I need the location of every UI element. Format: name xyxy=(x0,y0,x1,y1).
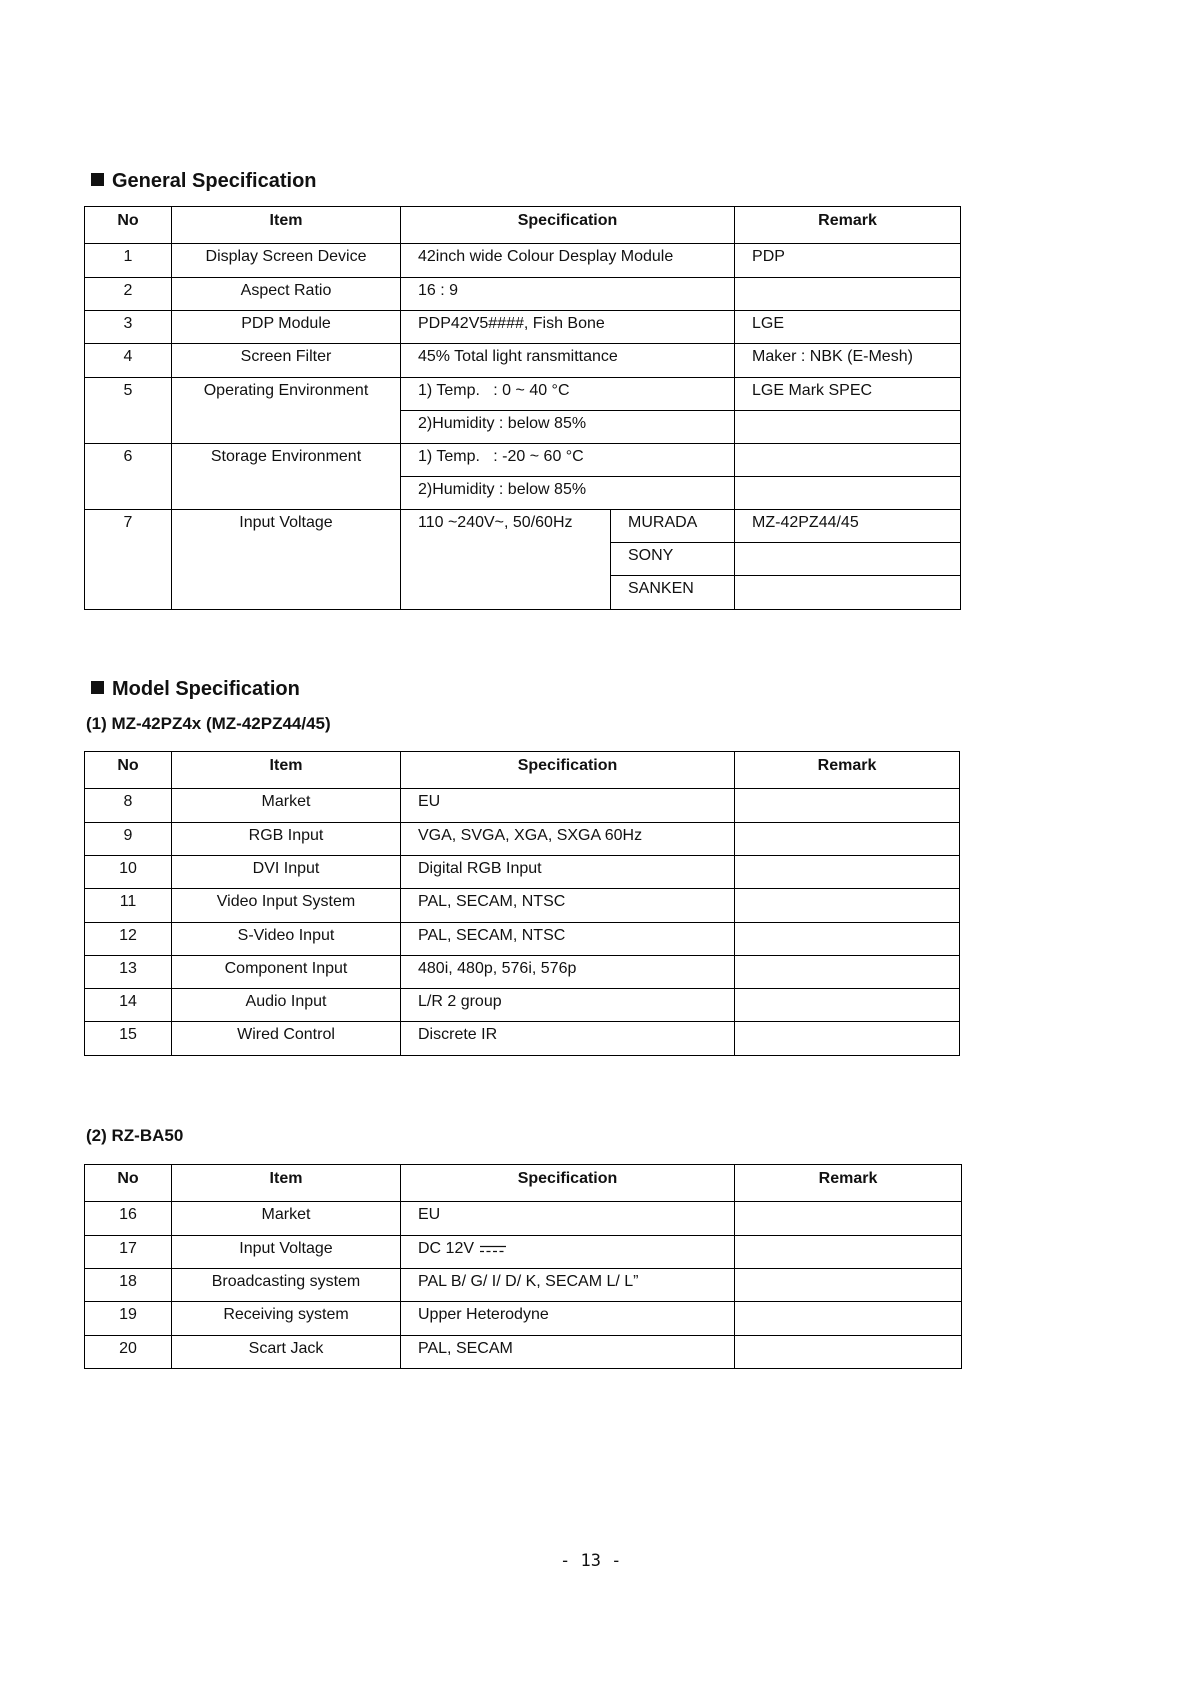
dc-symbol-icon xyxy=(480,1245,506,1253)
cell-spec: 1) Temp. : -20 ~ 60 °C xyxy=(401,444,735,477)
cell-item: Component Input xyxy=(172,956,401,989)
cell-no: 15 xyxy=(85,1022,172,1056)
cell-remark xyxy=(735,543,961,576)
table-row xyxy=(85,1022,960,1056)
cell-spec: PAL, SECAM xyxy=(401,1336,735,1369)
cell-item: RGB Input xyxy=(172,823,401,856)
header-no: No xyxy=(85,207,172,244)
cell-remark xyxy=(735,956,960,989)
cell-no: 5 xyxy=(85,378,172,444)
cell-remark xyxy=(735,889,960,923)
cell-remark xyxy=(735,1236,962,1269)
header-item: Item xyxy=(172,207,401,244)
table-row xyxy=(85,856,960,889)
cell-item: Receiving system xyxy=(172,1302,401,1336)
cell-maker: SANKEN xyxy=(611,576,735,610)
header-no: No xyxy=(85,752,172,789)
cell-remark xyxy=(735,789,960,823)
table-header-row xyxy=(85,1165,962,1202)
table-header-row xyxy=(85,207,961,244)
cell-remark xyxy=(735,576,961,610)
cell-remark: Maker : NBK (E-Mesh) xyxy=(735,344,961,378)
cell-spec: PDP42V5####, Fish Bone xyxy=(401,311,735,344)
cell-item: Screen Filter xyxy=(172,344,401,378)
table-row xyxy=(85,244,961,278)
cell-spec: EU xyxy=(401,789,735,823)
cell-spec: Upper Heterodyne xyxy=(401,1302,735,1336)
header-specification: Specification xyxy=(401,207,735,244)
cell-no: 1 xyxy=(85,244,172,278)
cell-item: Storage Environment xyxy=(172,444,401,510)
cell-spec: EU xyxy=(401,1202,735,1236)
model-spec-title xyxy=(91,678,300,701)
cell-remark xyxy=(735,923,960,956)
cell-spec: PAL B/ G/ I/ D/ K, SECAM L/ L” xyxy=(401,1269,735,1302)
table-row xyxy=(85,1236,962,1269)
cell-item: Operating Environment xyxy=(172,378,401,444)
cell-no: 4 xyxy=(85,344,172,378)
page-number: - 13 - xyxy=(560,1551,622,1571)
header-item: Item xyxy=(172,752,401,789)
cell-remark xyxy=(735,1302,962,1336)
model-sub1-table xyxy=(84,751,960,1056)
cell-spec: L/R 2 group xyxy=(401,989,735,1022)
cell-remark xyxy=(735,477,961,510)
cell-remark xyxy=(735,989,960,1022)
cell-spec: 2)Humidity : below 85% xyxy=(401,411,735,444)
model-sub2-title: (2) RZ-BA50 xyxy=(86,1126,184,1145)
cell-no: 8 xyxy=(85,789,172,823)
cell-remark xyxy=(735,1336,962,1369)
cell-no: 16 xyxy=(85,1202,172,1236)
header-specification: Specification xyxy=(401,1165,735,1202)
table-row xyxy=(85,923,960,956)
cell-item: Video Input System xyxy=(172,889,401,923)
cell-remark xyxy=(735,278,961,311)
table-row xyxy=(85,889,960,923)
table-row xyxy=(85,278,961,311)
cell-spec: PAL, SECAM, NTSC xyxy=(401,923,735,956)
cell-spec: 2)Humidity : below 85% xyxy=(401,477,735,510)
cell-remark xyxy=(735,1269,962,1302)
table-row xyxy=(85,1202,962,1236)
table-row xyxy=(85,444,961,477)
table-row xyxy=(85,789,960,823)
dc-voltage-text: DC 12V xyxy=(418,1240,475,1257)
general-spec-title-text: General Specification xyxy=(112,170,317,192)
cell-no: 13 xyxy=(85,956,172,989)
cell-remark: PDP xyxy=(735,244,961,278)
model-spec-title-text: Model Specification xyxy=(112,678,300,700)
cell-item: Scart Jack xyxy=(172,1336,401,1369)
cell-no: 11 xyxy=(85,889,172,923)
cell-item: Wired Control xyxy=(172,1022,401,1056)
cell-remark xyxy=(735,856,960,889)
square-bullet-icon xyxy=(91,173,104,186)
cell-spec: VGA, SVGA, XGA, SXGA 60Hz xyxy=(401,823,735,856)
cell-no: 19 xyxy=(85,1302,172,1336)
cell-remark xyxy=(735,823,960,856)
cell-item: Market xyxy=(172,1202,401,1236)
cell-maker: SONY xyxy=(611,543,735,576)
cell-spec: Discrete IR xyxy=(401,1022,735,1056)
cell-item: DVI Input xyxy=(172,856,401,889)
cell-remark: LGE xyxy=(735,311,961,344)
table-row xyxy=(85,823,960,856)
table-row xyxy=(85,1336,962,1369)
header-item: Item xyxy=(172,1165,401,1202)
cell-no: 12 xyxy=(85,923,172,956)
cell-no: 14 xyxy=(85,989,172,1022)
cell-no: 20 xyxy=(85,1336,172,1369)
cell-item: Display Screen Device xyxy=(172,244,401,278)
header-no: No xyxy=(85,1165,172,1202)
cell-spec-dc xyxy=(401,1236,735,1269)
cell-remark xyxy=(735,1022,960,1056)
cell-no: 2 xyxy=(85,278,172,311)
cell-maker: MURADA xyxy=(611,510,735,543)
cell-no: 9 xyxy=(85,823,172,856)
cell-spec: 45% Total light ransmittance xyxy=(401,344,735,378)
cell-no: 6 xyxy=(85,444,172,510)
table-row xyxy=(85,956,960,989)
cell-remark xyxy=(735,444,961,477)
table-row xyxy=(85,510,961,543)
cell-item: Market xyxy=(172,789,401,823)
header-specification: Specification xyxy=(401,752,735,789)
model-sub2-table xyxy=(84,1164,962,1369)
cell-no: 3 xyxy=(85,311,172,344)
cell-remark xyxy=(735,1202,962,1236)
table-row xyxy=(85,344,961,378)
table-row xyxy=(85,311,961,344)
cell-no: 7 xyxy=(85,510,172,610)
cell-remark: LGE Mark SPEC xyxy=(735,378,961,411)
cell-item: Aspect Ratio xyxy=(172,278,401,311)
cell-no: 17 xyxy=(85,1236,172,1269)
cell-spec: 16 : 9 xyxy=(401,278,735,311)
general-spec-title xyxy=(91,170,317,193)
table-row xyxy=(85,1269,962,1302)
cell-spec: 110 ~240V~, 50/60Hz xyxy=(401,510,611,610)
cell-spec: Digital RGB Input xyxy=(401,856,735,889)
table-row xyxy=(85,1302,962,1336)
table-row xyxy=(85,378,961,411)
table-row xyxy=(85,989,960,1022)
general-spec-table xyxy=(84,206,961,610)
cell-item: Broadcasting system xyxy=(172,1269,401,1302)
cell-remark xyxy=(735,411,961,444)
cell-no: 10 xyxy=(85,856,172,889)
cell-spec: 42inch wide Colour Desplay Module xyxy=(401,244,735,278)
cell-spec: 480i, 480p, 576i, 576p xyxy=(401,956,735,989)
model-sub1-title: (1) MZ-42PZ4x (MZ-42PZ44/45) xyxy=(86,714,331,733)
cell-item: S-Video Input xyxy=(172,923,401,956)
cell-item: Input Voltage xyxy=(172,510,401,610)
square-bullet-icon xyxy=(91,681,104,694)
cell-remark: MZ-42PZ44/45 xyxy=(735,510,961,543)
header-remark: Remark xyxy=(735,207,961,244)
cell-item: PDP Module xyxy=(172,311,401,344)
cell-item: Audio Input xyxy=(172,989,401,1022)
cell-item: Input Voltage xyxy=(172,1236,401,1269)
cell-spec: PAL, SECAM, NTSC xyxy=(401,889,735,923)
header-remark: Remark xyxy=(735,752,960,789)
cell-spec: 1) Temp. : 0 ~ 40 °C xyxy=(401,378,735,411)
table-header-row xyxy=(85,752,960,789)
header-remark: Remark xyxy=(735,1165,962,1202)
cell-no: 18 xyxy=(85,1269,172,1302)
